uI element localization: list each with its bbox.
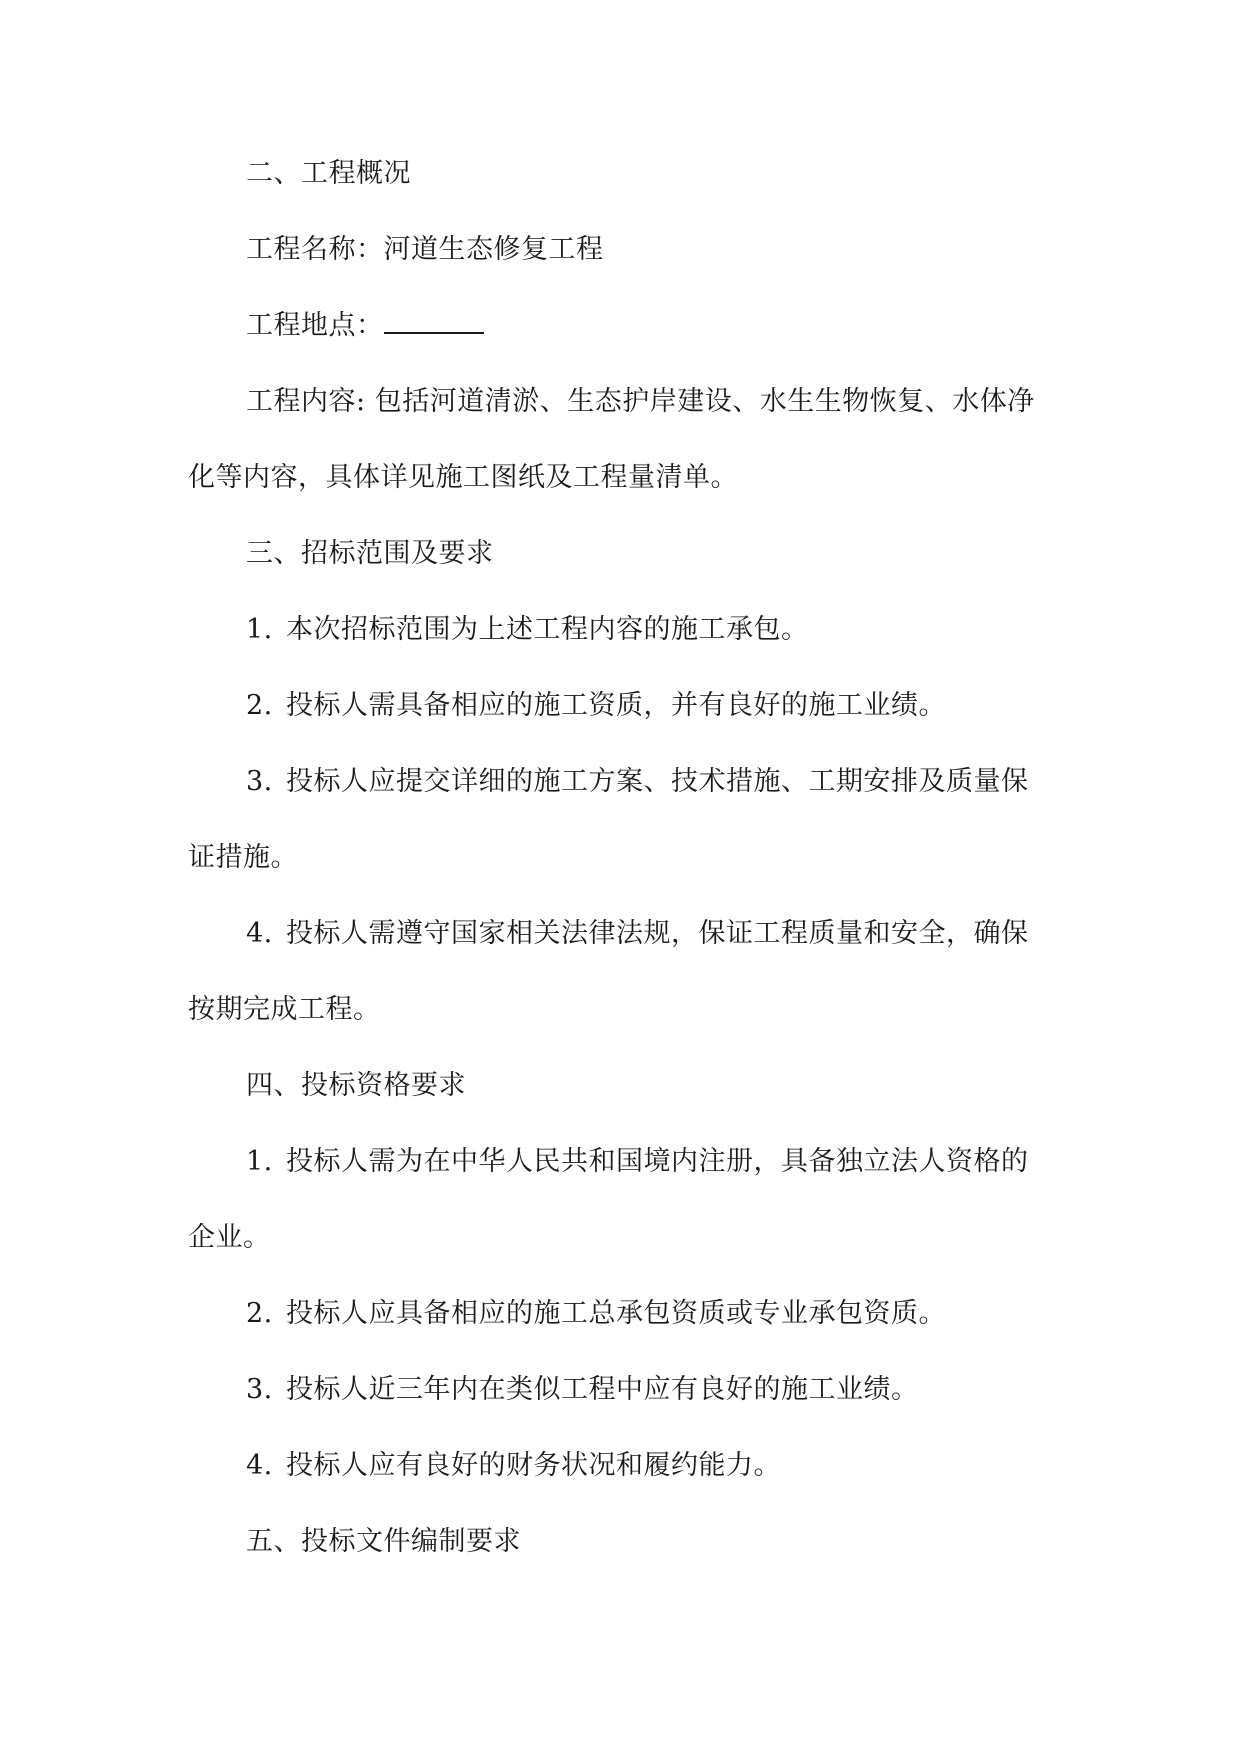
scope-item-text: 投标人需遵守国家相关法律法规，保证工程质量和安全，确保按期完成工程。: [188, 918, 1029, 1025]
qualification-item-text: 投标人近三年内在类似工程中应有良好的施工业绩。: [286, 1374, 919, 1405]
project-location-line: [188, 288, 1050, 364]
project-content-paragraph: [188, 364, 1050, 516]
section-heading-overview: 二、工程概况: [246, 158, 411, 189]
project-name-value: 河道生态修复工程: [383, 234, 604, 265]
qualification-item-text: 投标人应具备相应的施工总承包资质或专业承包资质。: [286, 1298, 946, 1329]
scope-item-number: 2.: [246, 690, 273, 721]
qualification-item: [188, 1124, 1050, 1276]
document-body: [188, 136, 1050, 1580]
scope-item-text: 投标人应提交详细的施工方案、技术措施、工期安排及质量保证措施。: [188, 766, 1029, 873]
section-heading-qualification: 四、投标资格要求: [246, 1070, 466, 1101]
qualification-item-text: 投标人应有良好的财务状况和履约能力。: [286, 1450, 781, 1481]
qualification-item-number: 3.: [246, 1374, 273, 1405]
qualification-item-number: 4.: [246, 1450, 273, 1481]
project-location-blank: [384, 310, 484, 334]
scope-item-number: 1.: [246, 614, 273, 645]
scope-item-text: 投标人需具备相应的施工资质，并有良好的施工业绩。: [286, 690, 946, 721]
project-name-line: [188, 212, 1050, 288]
scope-item: [188, 592, 1050, 668]
qualification-item: [188, 1276, 1050, 1352]
section-heading-scope: 三、招标范围及要求: [246, 538, 494, 569]
scope-item-number: 3.: [246, 766, 273, 797]
scope-item: [188, 668, 1050, 744]
project-content-label: 工程内容:: [246, 386, 366, 417]
qualification-item-number: 1.: [246, 1146, 273, 1177]
project-location-label: 工程地点：: [246, 310, 384, 341]
project-name-label: 工程名称：: [246, 234, 384, 265]
scope-item-text: 本次招标范围为上述工程内容的施工承包。: [286, 614, 809, 645]
scope-item-number: 4.: [246, 918, 273, 949]
scope-item: [188, 744, 1050, 896]
qualification-item-text: 投标人需为在中华人民共和国境内注册，具备独立法人资格的企业。: [188, 1146, 1029, 1253]
qualification-item: [188, 1352, 1050, 1428]
qualification-item: [188, 1428, 1050, 1504]
qualification-item-number: 2.: [246, 1298, 273, 1329]
section-heading-bid-documents: 五、投标文件编制要求: [246, 1526, 521, 1557]
project-content-text: 包括河道清淤、生态护岸建设、水生生物恢复、水体净化等内容，具体详见施工图纸及工程量清单。: [188, 386, 1035, 493]
scope-item: [188, 896, 1050, 1048]
